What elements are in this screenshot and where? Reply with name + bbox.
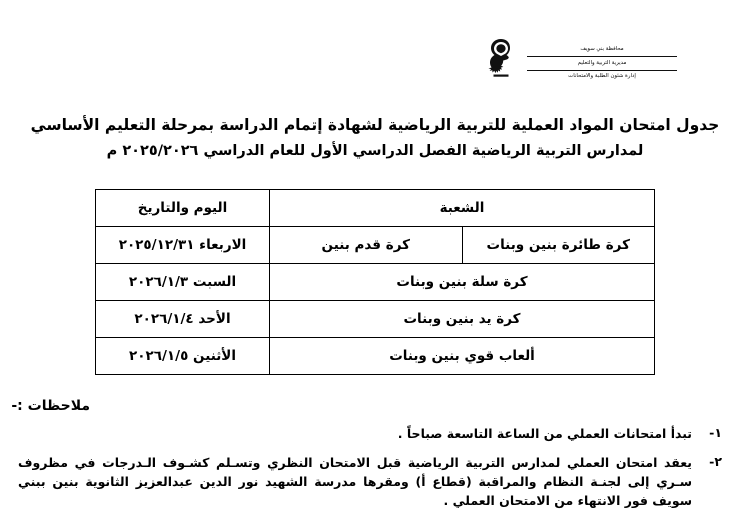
divider [527, 56, 677, 57]
header-division: الشعبة [270, 190, 655, 227]
ministry-line-1: محافظة بني سويف [580, 46, 624, 53]
cell-date: الاربعاء ٢٠٢٥/١٢/٣١ [96, 227, 270, 264]
ministry-text-lines [524, 45, 682, 81]
notes-section [0, 398, 750, 510]
notes-title: ملاحظات :- [11, 398, 90, 414]
cell-division: كرة يد بنين وبنات [270, 301, 655, 338]
title-line-1: جدول امتحان المواد العملية للتربية الرياضية لشهادة إتمام الدراسة بمرحلة التعليم الأساسي [30, 116, 720, 134]
note-item [0, 453, 750, 510]
note-text: تبدأ امتحانات العملي من الساعة التاسعة صباحاً . [397, 426, 692, 441]
table-row [96, 227, 655, 264]
exam-schedule-table [95, 189, 655, 375]
table-row [96, 301, 655, 338]
ministry-header [472, 34, 682, 92]
note-item [0, 424, 750, 443]
cell-date: الأثنين ٢٠٢٦/١/٥ [96, 338, 270, 375]
divider [527, 70, 677, 71]
ministry-line-2: مديرية التربية والتعليم [577, 60, 627, 67]
cell-division: كرة سلة بنين وبنات [270, 264, 655, 301]
table-header-row [96, 190, 655, 227]
egypt-eagle-emblem-icon [478, 36, 524, 90]
header-date: اليوم والتاريخ [96, 190, 270, 227]
note-number: ١- [709, 425, 722, 440]
cell-division-b: كرة طائرة بنين وبنات [462, 227, 655, 264]
page-title [0, 112, 750, 164]
table-row [96, 338, 655, 375]
cell-date: الأحد ٢٠٢٦/١/٤ [96, 301, 270, 338]
cell-date: السبت ٢٠٢٦/١/٣ [96, 264, 270, 301]
ministry-line-3: إدارة شئون الطلبة والامتحانات [568, 73, 636, 80]
title-line-2: لمدارس التربية الرياضية الفصل الدراسي الأول للعام الدراسي ٢٠٢٥/٢٠٢٦ م [106, 143, 644, 159]
cell-division: ألعاب قوي بنين وبنات [270, 338, 655, 375]
table-row [96, 264, 655, 301]
cell-division-a: كرة قدم بنين [270, 227, 463, 264]
note-text: يعقد امتحان العملي لمدارس التربية الرياضية قبل الامتحان النظري وتسـلم كشـوف الـدرجات في مظروف سـري إلى لجنـة النظام والمراقبة (قطاع أ) ومقرها مدرسة الشهيد نور الدين عبدالعزيز الثانوية بنين ببني سويف فور الانتهاء من الامتحان العملي . [18, 455, 692, 508]
note-number: ٢- [709, 454, 722, 469]
